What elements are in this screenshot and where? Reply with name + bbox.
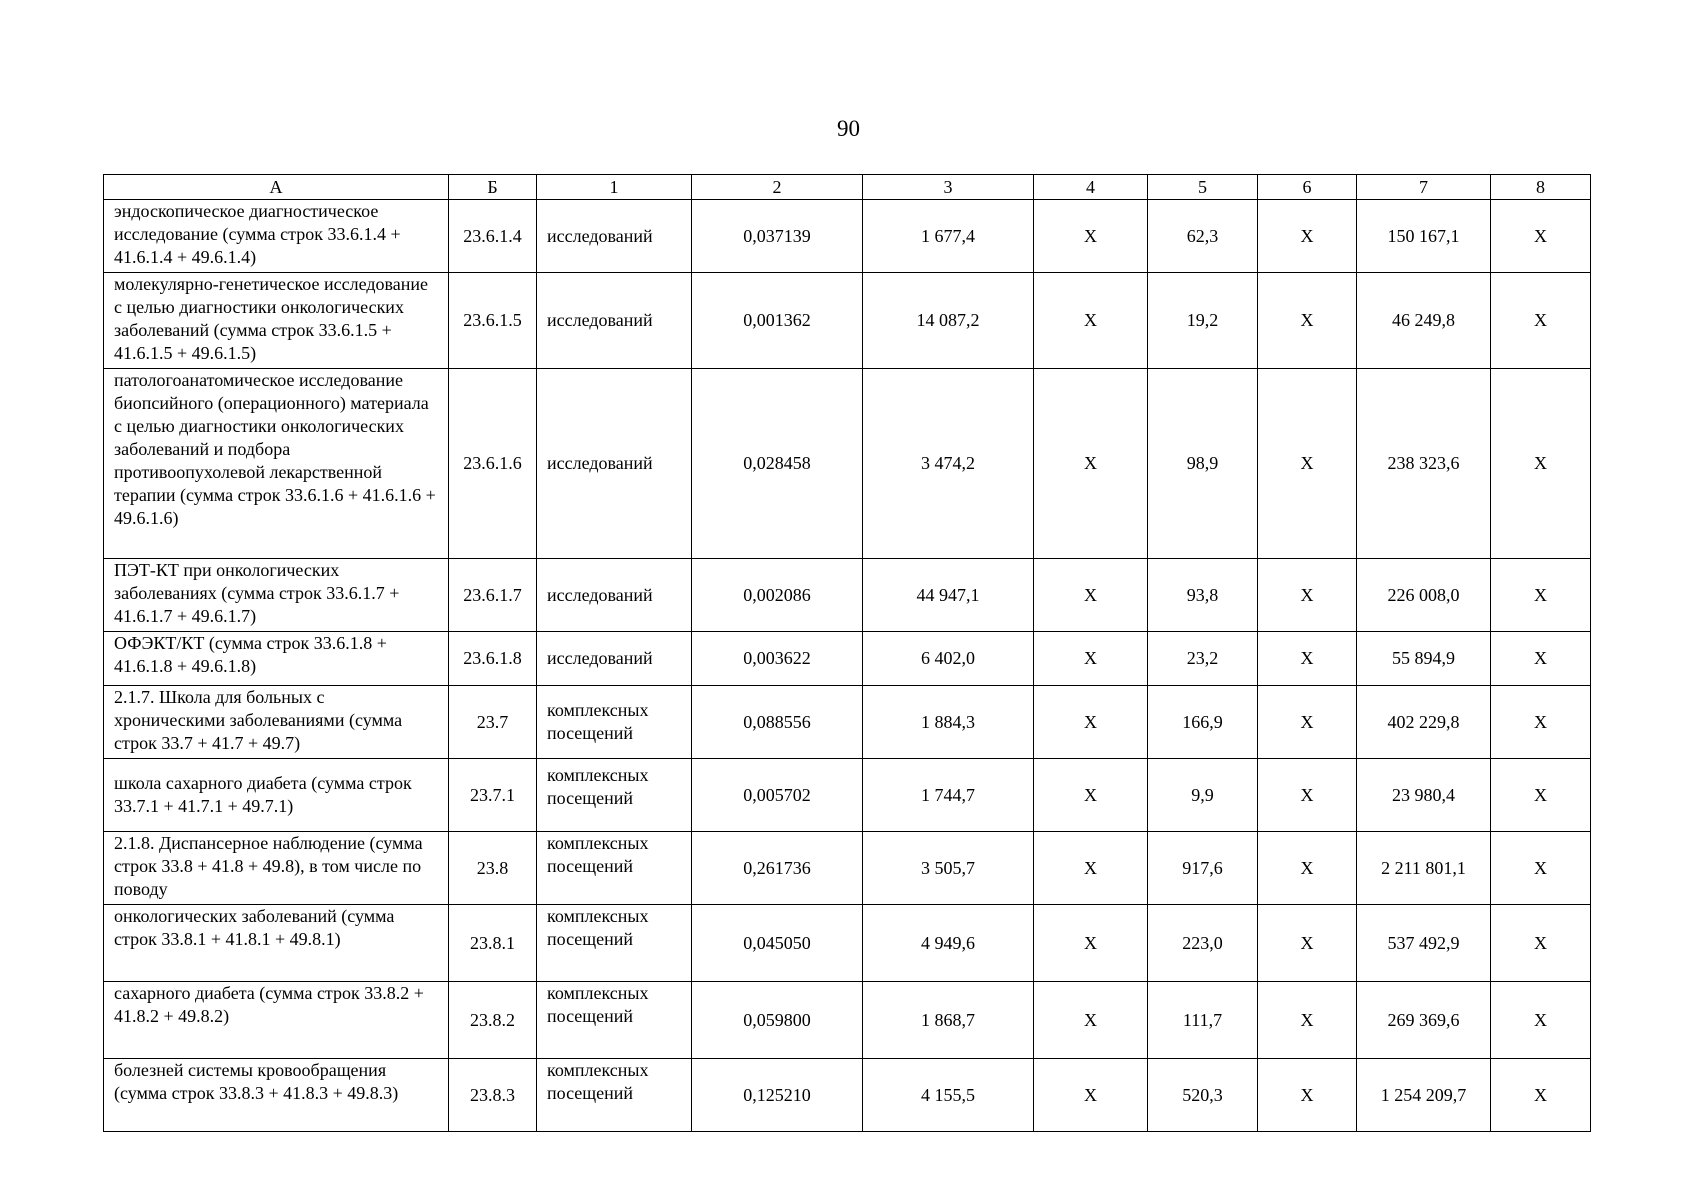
row-unit-text: комплексных посещений <box>547 765 649 808</box>
row-name: молекулярно-генетическое исследование с целью диагностики онкологических заболеваний (сумма строк 33.6.1.5 + 41.6.1.5 + 49.6.1.5) <box>104 273 449 369</box>
row-col-2: 0,088556 <box>692 686 863 759</box>
row-col-5: 23,2 <box>1148 632 1258 686</box>
row-code: 23.6.1.4 <box>449 200 537 273</box>
row-name: патологоанатомическое исследование биопсийного (операционного) материала с целью диагностики онкологических заболеваний и подбора противоопухолевой лекарственной терапии (сумма строк 33.6.1.6 + 41.6.1.6 + 49.6.1.6) <box>104 369 449 559</box>
row-col-2: 0,002086 <box>692 559 863 632</box>
row-col-6: Х <box>1258 759 1357 832</box>
row-col-5: 98,9 <box>1148 369 1258 559</box>
row-col-2: 0,261736 <box>692 832 863 905</box>
table-row <box>104 273 1591 369</box>
header-col-5: 5 <box>1148 175 1258 200</box>
row-name: школа сахарного диабета (сумма строк 33.7.1 + 41.7.1 + 49.7.1) <box>104 759 449 832</box>
row-col-4: Х <box>1034 559 1148 632</box>
row-col-8: Х <box>1491 632 1591 686</box>
row-col-4: Х <box>1034 369 1148 559</box>
row-col-6: Х <box>1258 982 1357 1059</box>
row-col-6: Х <box>1258 1059 1357 1132</box>
row-col-6: Х <box>1258 273 1357 369</box>
table-row <box>104 832 1591 905</box>
header-col-1: 1 <box>537 175 692 200</box>
row-col-8: Х <box>1491 559 1591 632</box>
row-unit: исследований <box>537 632 692 686</box>
row-col-2: 0,125210 <box>692 1059 863 1132</box>
row-col-2: 0,037139 <box>692 200 863 273</box>
row-col-5: 62,3 <box>1148 200 1258 273</box>
table-row <box>104 1059 1591 1132</box>
header-col-6: 6 <box>1258 175 1357 200</box>
header-col-4: 4 <box>1034 175 1148 200</box>
row-col-6: Х <box>1258 559 1357 632</box>
row-code: 23.8.2 <box>449 982 537 1059</box>
row-col-2: 0,059800 <box>692 982 863 1059</box>
row-col-8: Х <box>1491 200 1591 273</box>
row-col-7: 23 980,4 <box>1357 759 1491 832</box>
row-col-5: 93,8 <box>1148 559 1258 632</box>
row-col-7: 2 211 801,1 <box>1357 832 1491 905</box>
row-col-2: 0,028458 <box>692 369 863 559</box>
row-col-2: 0,005702 <box>692 759 863 832</box>
row-col-8: Х <box>1491 905 1591 982</box>
row-col-5: 223,0 <box>1148 905 1258 982</box>
row-name: 2.1.8. Диспансерное наблюдение (сумма строк 33.8 + 41.8 + 49.8), в том числе по поводу <box>104 832 449 905</box>
table-row <box>104 200 1591 273</box>
row-col-4: Х <box>1034 200 1148 273</box>
row-col-3: 4 949,6 <box>863 905 1034 982</box>
row-col-6: Х <box>1258 686 1357 759</box>
row-code: 23.8 <box>449 832 537 905</box>
row-code: 23.6.1.7 <box>449 559 537 632</box>
row-col-3: 3 505,7 <box>863 832 1034 905</box>
row-unit: исследований <box>537 559 692 632</box>
row-col-4: Х <box>1034 832 1148 905</box>
row-col-7: 1 254 209,7 <box>1357 1059 1491 1132</box>
row-name: болезней системы кровообращения (сумма строк 33.8.3 + 41.8.3 + 49.8.3) <box>104 1059 449 1132</box>
row-col-4: Х <box>1034 759 1148 832</box>
row-col-8: Х <box>1491 832 1591 905</box>
row-name: эндоскопическое диагностическое исследование (сумма строк 33.6.1.4 + 41.6.1.4 + 49.6.1.4) <box>104 200 449 273</box>
row-unit: исследований <box>537 273 692 369</box>
header-row <box>104 175 1591 200</box>
row-col-7: 150 167,1 <box>1357 200 1491 273</box>
row-col-3: 14 087,2 <box>863 273 1034 369</box>
row-col-3: 1 868,7 <box>863 982 1034 1059</box>
row-col-5: 917,6 <box>1148 832 1258 905</box>
row-unit: исследований <box>537 200 692 273</box>
row-col-2: 0,001362 <box>692 273 863 369</box>
header-col-8: 8 <box>1491 175 1591 200</box>
row-col-7: 238 323,6 <box>1357 369 1491 559</box>
row-col-2: 0,045050 <box>692 905 863 982</box>
page-number: 90 <box>837 116 860 141</box>
row-col-6: Х <box>1258 369 1357 559</box>
row-col-5: 520,3 <box>1148 1059 1258 1132</box>
row-col-3: 1 884,3 <box>863 686 1034 759</box>
row-col-8: Х <box>1491 273 1591 369</box>
row-code: 23.8.3 <box>449 1059 537 1132</box>
row-col-8: Х <box>1491 686 1591 759</box>
row-col-7: 537 492,9 <box>1357 905 1491 982</box>
row-code: 23.7 <box>449 686 537 759</box>
header-col-2: 2 <box>692 175 863 200</box>
row-col-6: Х <box>1258 905 1357 982</box>
row-code: 23.7.1 <box>449 759 537 832</box>
row-code: 23.6.1.8 <box>449 632 537 686</box>
table-row <box>104 686 1591 759</box>
row-col-2: 0,003622 <box>692 632 863 686</box>
row-name: онкологических заболеваний (сумма строк 33.8.1 + 41.8.1 + 49.8.1) <box>104 905 449 982</box>
table-row <box>104 369 1591 559</box>
row-col-5: 111,7 <box>1148 982 1258 1059</box>
row-col-8: Х <box>1491 759 1591 832</box>
row-name: ПЭТ-КТ при онкологических заболеваниях (сумма строк 33.6.1.7 + 41.6.1.7 + 49.6.1.7) <box>104 559 449 632</box>
row-col-3: 6 402,0 <box>863 632 1034 686</box>
row-unit: комплексных посещений <box>537 686 692 759</box>
row-col-7: 46 249,8 <box>1357 273 1491 369</box>
row-col-7: 226 008,0 <box>1357 559 1491 632</box>
row-col-5: 19,2 <box>1148 273 1258 369</box>
row-col-8: Х <box>1491 982 1591 1059</box>
row-unit: комплексных посещений <box>537 905 692 982</box>
row-col-3: 3 474,2 <box>863 369 1034 559</box>
row-code: 23.6.1.5 <box>449 273 537 369</box>
row-col-7: 269 369,6 <box>1357 982 1491 1059</box>
table-row <box>104 905 1591 982</box>
row-col-8: Х <box>1491 369 1591 559</box>
row-col-3: 44 947,1 <box>863 559 1034 632</box>
row-col-6: Х <box>1258 200 1357 273</box>
row-code: 23.6.1.6 <box>449 369 537 559</box>
table-row <box>104 559 1591 632</box>
row-col-4: Х <box>1034 632 1148 686</box>
row-name: ОФЭКТ/КТ (сумма строк 33.6.1.8 + 41.6.1.8 + 49.6.1.8) <box>104 632 449 686</box>
row-name: сахарного диабета (сумма строк 33.8.2 + 41.8.2 + 49.8.2) <box>104 982 449 1059</box>
row-code: 23.8.1 <box>449 905 537 982</box>
row-col-4: Х <box>1034 1059 1148 1132</box>
row-col-5: 166,9 <box>1148 686 1258 759</box>
row-col-5: 9,9 <box>1148 759 1258 832</box>
row-unit <box>537 759 692 832</box>
row-col-4: Х <box>1034 686 1148 759</box>
row-col-7: 55 894,9 <box>1357 632 1491 686</box>
row-col-8: Х <box>1491 1059 1591 1132</box>
row-col-3: 1 744,7 <box>863 759 1034 832</box>
row-col-4: Х <box>1034 982 1148 1059</box>
row-col-3: 4 155,5 <box>863 1059 1034 1132</box>
row-col-4: Х <box>1034 273 1148 369</box>
header-col-b: Б <box>449 175 537 200</box>
table-row <box>104 982 1591 1059</box>
row-unit: комплексных посещений <box>537 1059 692 1132</box>
header-col-a: А <box>104 175 449 200</box>
row-col-4: Х <box>1034 905 1148 982</box>
row-unit: комплексных посещений <box>537 982 692 1059</box>
row-col-6: Х <box>1258 632 1357 686</box>
row-col-7: 402 229,8 <box>1357 686 1491 759</box>
row-unit: комплексных посещений <box>537 832 692 905</box>
table-row <box>104 632 1591 686</box>
table-row <box>104 759 1591 832</box>
header-col-3: 3 <box>863 175 1034 200</box>
row-unit: исследований <box>537 369 692 559</box>
header-col-7: 7 <box>1357 175 1491 200</box>
row-col-6: Х <box>1258 832 1357 905</box>
data-table <box>103 174 1591 1132</box>
row-name: 2.1.7. Школа для больных с хроническими заболеваниями (сумма строк 33.7 + 41.7 + 49.7) <box>104 686 449 759</box>
row-col-3: 1 677,4 <box>863 200 1034 273</box>
